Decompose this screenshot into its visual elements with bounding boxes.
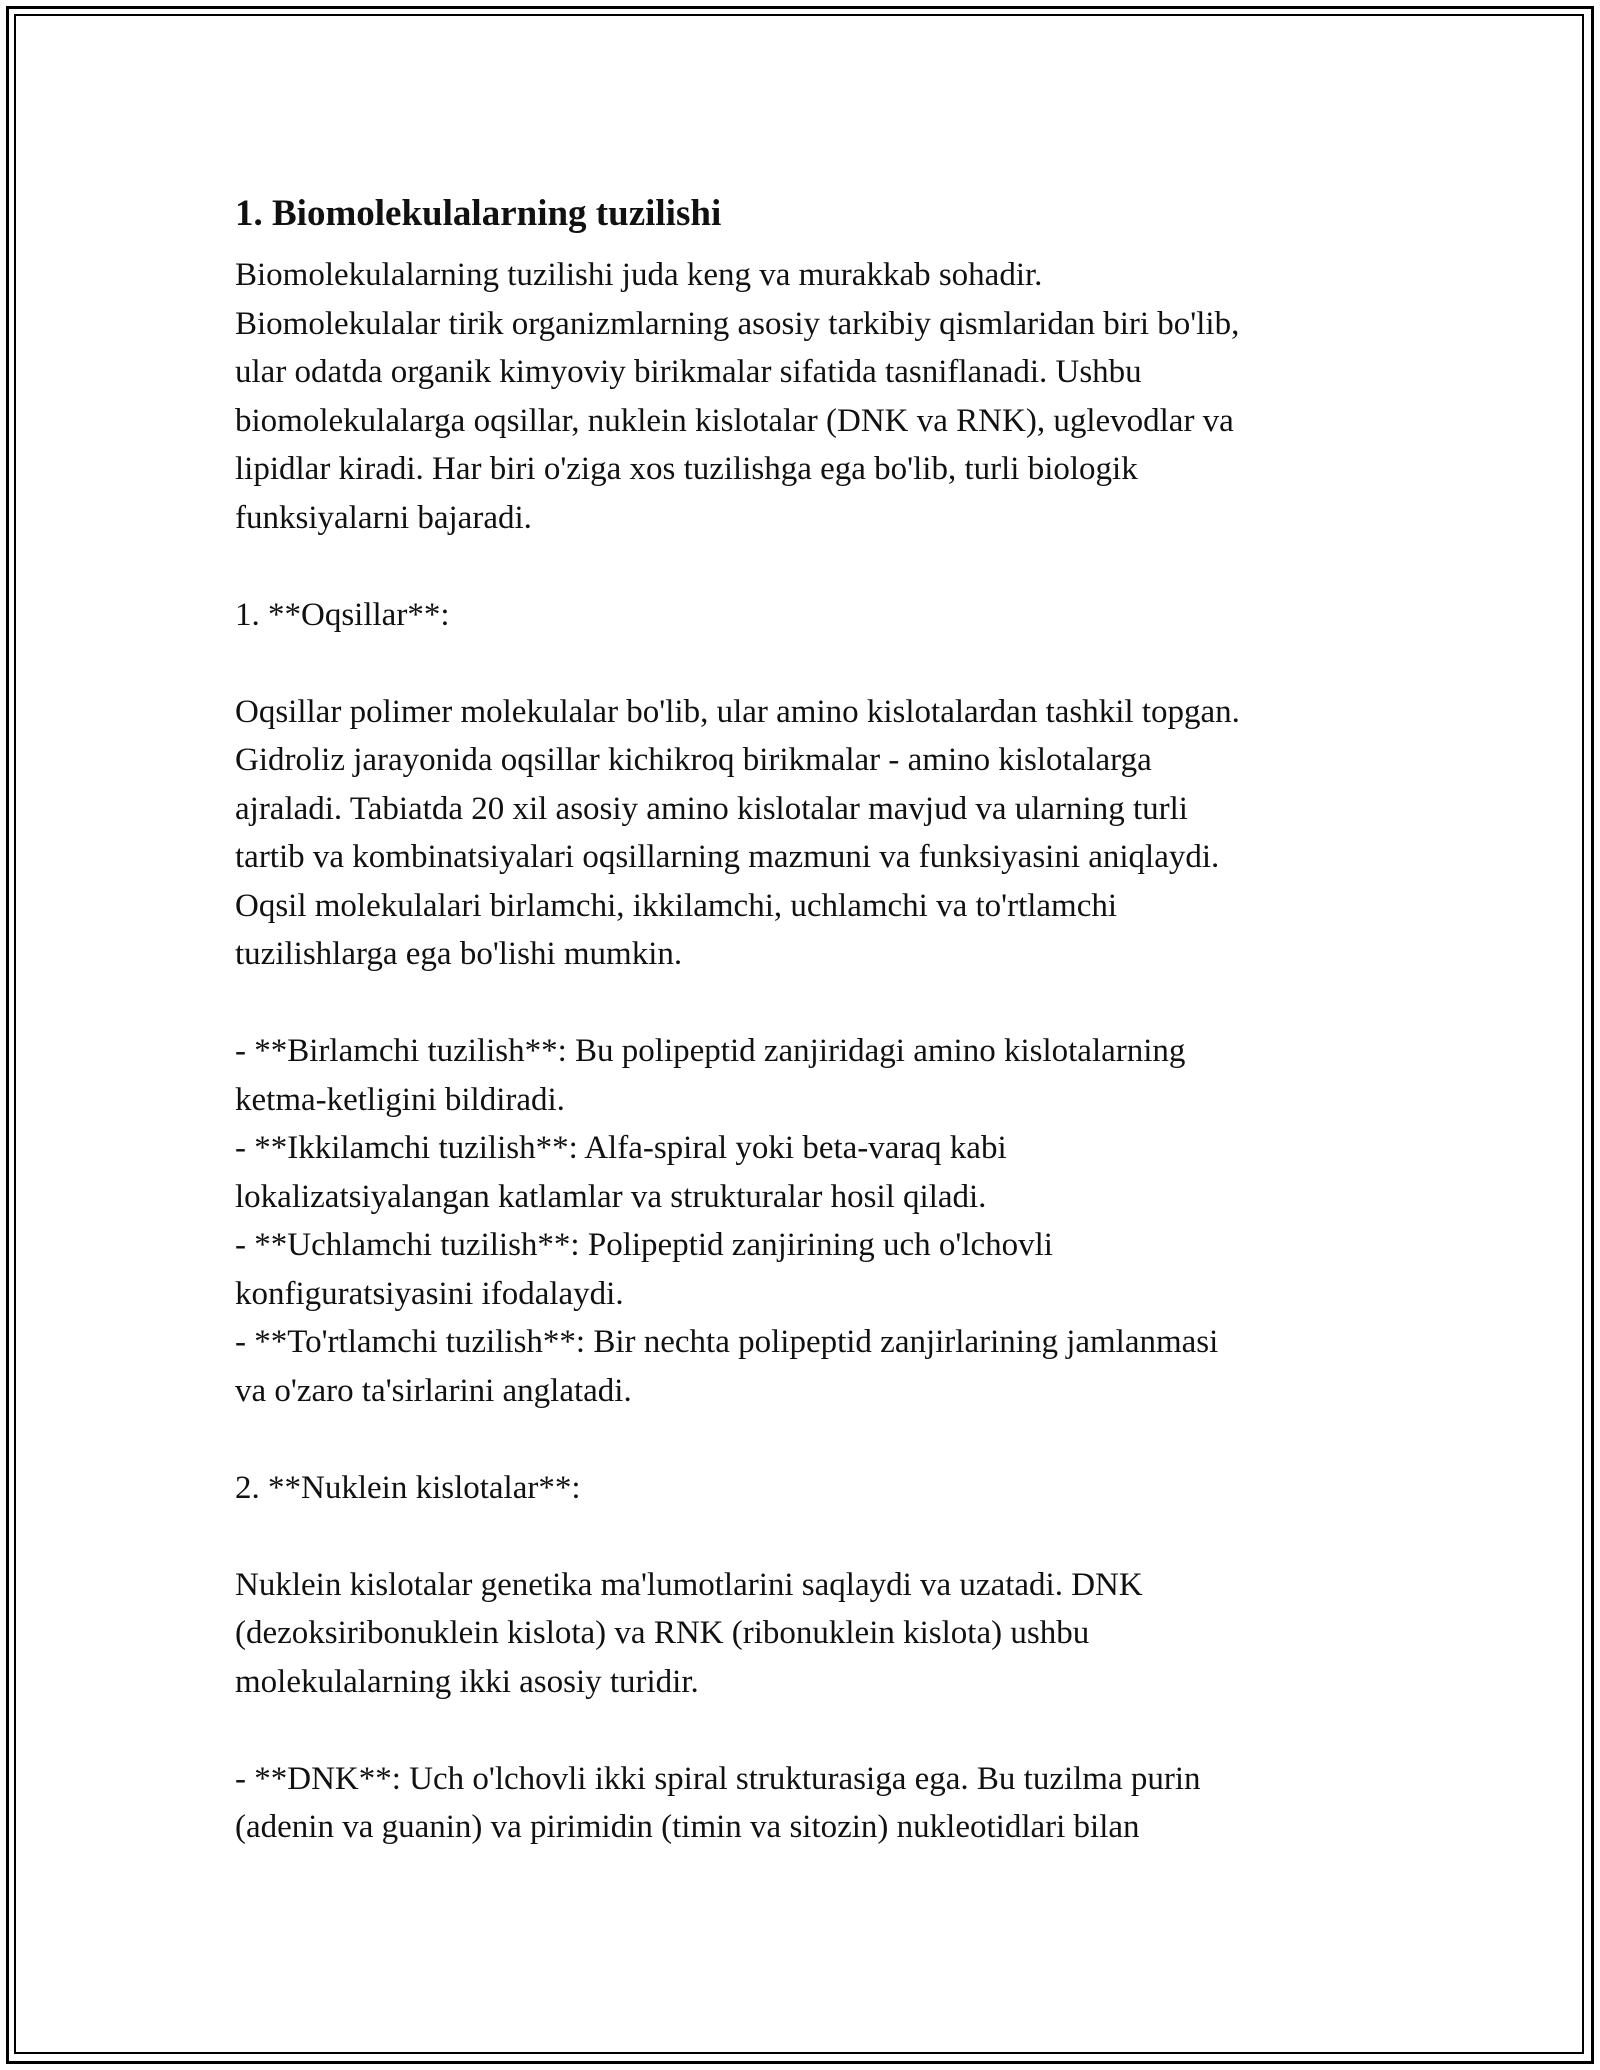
text-line: (dezoksiribonuklein kislota) va RNK (ribonuklein kislota) ushbu — [235, 1615, 1090, 1651]
text-line: - **To'rtlamchi tuzilish**: Bir nechta polipeptid zanjirlarining jamlanmasi — [235, 1324, 1219, 1360]
text-line: - **Ikkilamchi tuzilish**: Alfa-spiral yoki beta-varaq kabi — [235, 1130, 1007, 1166]
paragraph-gap — [235, 979, 1375, 1028]
text-line: tartib va kombinatsiyalari oqsillarning mazmuni va funksiyasini aniqlaydi. — [235, 839, 1220, 875]
document-body — [235, 251, 1375, 1852]
text-line: Oqsil molekulalari birlamchi, ikkilamchi, uchlamchi va to'rtlamchi — [235, 887, 1118, 924]
text-line: 2. **Nuklein kislotalar**: — [235, 1469, 581, 1506]
section-heading: 1. Biomolekulalarning tuzilishi — [235, 193, 722, 234]
text-line: va o'zaro ta'sirlarini anglatadi. — [235, 1372, 632, 1409]
text-line: funksiyalarni bajaradi. — [235, 499, 532, 536]
text-line: (adenin va guanin) va pirimidin (timin va sitozin) nukleotidlari bilan — [235, 1809, 1140, 1845]
paragraph — [235, 591, 1375, 640]
text-line: ajraladi. Tabiatda 20 xil asosiy amino kislotalar mavjud va ularning turli — [235, 790, 1188, 827]
paragraph — [235, 251, 1375, 542]
paragraph-gap — [235, 542, 1375, 591]
paragraph — [235, 1561, 1375, 1707]
text-line: ular odatda organik kimyoviy birikmalar sifatida tasniflanadi. Ushbu — [235, 354, 1142, 390]
text-line: Biomolekulalarning tuzilishi juda keng va murakkab sohadir. — [235, 257, 1043, 293]
paragraph-gap — [235, 1706, 1375, 1755]
paragraph-gap — [235, 1415, 1375, 1464]
paragraph-gap — [235, 639, 1375, 688]
text-line: Biomolekulalar tirik organizmlarning asosiy tarkibiy qismlaridan biri bo'lib, — [235, 305, 1240, 342]
text-line: biomolekulalarga oqsillar, nuklein kislotalar (DNK va RNK), uglevodlar va — [235, 402, 1234, 439]
paragraph — [235, 688, 1375, 979]
text-line: - **DNK**: Uch o'lchovli ikki spiral strukturasiga ega. Bu tuzilma purin — [235, 1760, 1201, 1797]
paragraph-gap — [235, 1512, 1375, 1561]
text-line: ketma-ketligini bildiradi. — [235, 1081, 565, 1118]
text-line: - **Uchlamchi tuzilish**: Polipeptid zanjirining uch o'lchovli — [235, 1227, 1053, 1263]
text-line: Gidroliz jarayonida oqsillar kichikroq birikmalar - amino kislotalarga — [235, 742, 1152, 778]
text-line: lipidlar kiradi. Har biri o'ziga xos tuzilishga ega bo'lib, turli biologik — [235, 451, 1138, 487]
document-page — [235, 185, 1375, 1852]
paragraph — [235, 1755, 1375, 1852]
text-line: lokalizatsiyalangan katlamlar va strukturalar hosil qiladi. — [235, 1178, 987, 1215]
text-line: 1. **Oqsillar**: — [235, 596, 450, 633]
paragraph — [235, 1464, 1375, 1513]
text-line: molekulalarning ikki asosiy turidir. — [235, 1663, 699, 1700]
text-line: - **Birlamchi tuzilish**: Bu polipeptid zanjiridagi amino kislotalarning — [235, 1033, 1186, 1069]
text-line: tuzilishlarga ega bo'lishi mumkin. — [235, 936, 683, 972]
text-line: Oqsillar polimer molekulalar bo'lib, ular amino kislotalardan tashkil topgan. — [235, 693, 1240, 730]
paragraph — [235, 1027, 1375, 1415]
text-line: Nuklein kislotalar genetika ma'lumotlarini saqlaydi va uzatadi. DNK — [235, 1566, 1143, 1603]
text-line: konfiguratsiyasini ifodalaydi. — [235, 1275, 624, 1312]
